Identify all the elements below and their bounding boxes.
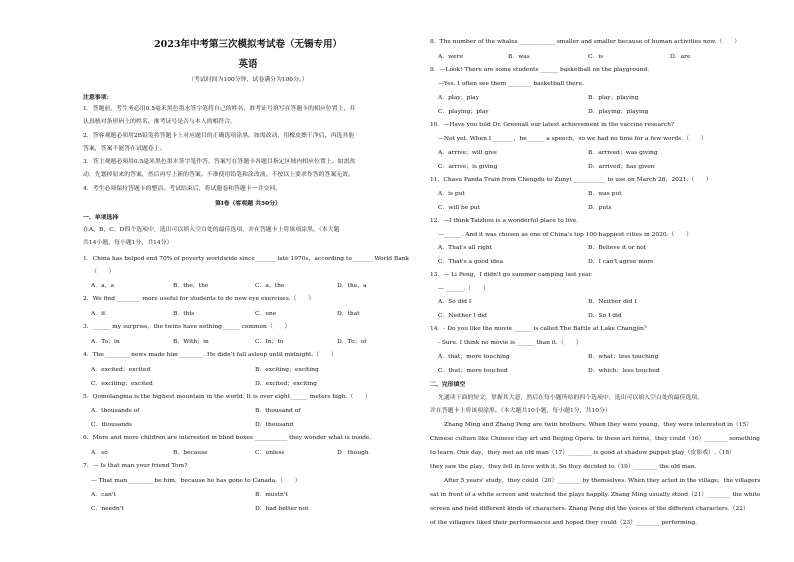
- answer-option: A．excited；excited: [91, 367, 151, 373]
- notice-heading: 注意事项：: [83, 94, 113, 101]
- answer-option: D．puts: [588, 205, 612, 211]
- question-stem: 7．— Is that man your friend Tom?: [83, 463, 188, 469]
- answer-option: D．the，a: [337, 283, 367, 289]
- answer-option: C．one: [255, 311, 277, 317]
- question-stem: 10．—Have you told Dr. Greenall our latest achievement in the vaccine research?: [430, 122, 675, 128]
- question-stem: — That man ________ be him，because he has gone to Canada.（ ）: [91, 478, 301, 484]
- answer-option: C．arrive；is giving: [438, 164, 498, 170]
- question-stem: —Not yet. When I _______，he______ a speech，so we had no time for a few words.（ ）: [438, 136, 707, 142]
- answer-option: D．excited；exciting: [255, 381, 317, 387]
- answer-option: C．a，the: [255, 283, 285, 289]
- answer-option: A．were: [438, 54, 463, 60]
- question-stem: 4．The ________ news made him ________. He didn't fall asleep until midnight.（ ）: [83, 352, 337, 358]
- answer-option: C．playing；play: [438, 109, 489, 115]
- exam-title: 2023年中考第三次模拟考试卷（无锡专用）: [154, 39, 342, 50]
- question-stem: 12．—I think Taizhou is a wonderful place to live.: [430, 218, 579, 224]
- section-heading: 一、单项选择: [83, 214, 119, 221]
- question-stem: 8．The number of the whales ____________ smaller and smaller because of human activities now.（ ）: [430, 39, 741, 45]
- question-stem: 13．— Li Peng，I didn't go summer camping last year.: [430, 272, 593, 278]
- answer-option: C．unless: [255, 450, 285, 456]
- question-stem: （ ）: [91, 269, 115, 275]
- answer-option: B．play；playing: [588, 95, 639, 101]
- answer-option: A．so: [91, 450, 108, 456]
- answer-option: C．that；more touched: [438, 368, 508, 374]
- answer-option: D．had better not: [255, 506, 309, 512]
- answer-option: C．Neither I did: [438, 313, 487, 319]
- answer-option: A．can't: [91, 492, 116, 498]
- answer-option: D．To；of: [337, 339, 367, 345]
- exam-note: （考试时间为100分钟，试卷满分为100分。）: [188, 77, 308, 83]
- answer-option: B．was: [508, 54, 530, 60]
- answer-option: B．exciting；exciting: [255, 367, 319, 373]
- answer-option: A．play；play: [438, 95, 480, 101]
- passage-line: they saw the play，they fell in love with it. So they decided to（19）________ the old man.: [430, 464, 697, 470]
- section-intro: 共14小题，每小题1分，共14分）: [83, 240, 173, 246]
- left-column: [83, 0, 413, 562]
- subject-title: 英语: [238, 59, 258, 70]
- answer-option: B．arrived；was giving: [588, 150, 658, 156]
- passage-line: After 5 years' study，they could（20）________ by themselves. When they acted in the village，the villagers: [444, 478, 761, 484]
- notice-line: 动，先划掉原来的答案，然后再写上新的答案。不准使用铅笔和涂改液。不按以上要求作答的答案无效。: [83, 172, 354, 178]
- question-stem: 14．- Do you like the movie ______ is called The Battle at Lake Changjin？: [430, 326, 650, 332]
- notice-line: 2．答客观题必须用2B铅笔将答题卡上对应题目的正确选项涂黑。如需改动，用橡皮擦干净后，再选其他: [83, 133, 355, 139]
- answer-option: A．thousands of: [91, 408, 140, 414]
- answer-option: A．To；in: [91, 339, 120, 345]
- answer-option: A．a，a: [91, 283, 115, 289]
- answer-option: C．will be put: [438, 205, 481, 211]
- answer-option: B．because: [173, 450, 208, 456]
- question-stem: 5．Qomolangma is the highest mountain in the world. It is over eight______ meters high.（ ）: [83, 394, 371, 400]
- question-stem: 6．More and more children are interested in blind boxes ___________ they wonder what is inside.: [83, 435, 372, 441]
- passage-line: of the villagers liked their performances and hoped they could（23）________ performing.: [430, 520, 698, 526]
- passage-line: to learn. One day，they met an old man（17）________ is good at shadow puppet play（皮影戏）.（18）: [430, 450, 736, 456]
- section-intro: 先通读下面的短文，掌握其大意，然后在每小题所给的四个选项中，选出可以填入空白处的最佳选项，: [438, 395, 704, 401]
- answer-option: D．playing；playing: [588, 109, 649, 115]
- question-stem: 3．______ my surprise，the twins have nothing______ common（ ）: [83, 324, 291, 330]
- passage-line: Zhang Ming and Zhang Peng are twin brothers. When they were young，they were interested in（15）: [444, 422, 753, 428]
- answer-option: B．was put: [588, 191, 622, 197]
- notice-line: 4．考生必须保持答题卡的整洁。考试结束后，将试题卷和答题卡一并交回。: [83, 186, 282, 192]
- part1-heading: 第Ⅰ卷（客观题 共50分）: [214, 200, 282, 207]
- answer-option: D．though: [337, 450, 369, 456]
- notice-line: 认真核对条形码上的姓名、准考证号是否与本人的相符合。: [83, 119, 237, 125]
- answer-option: D．So I did: [588, 313, 622, 319]
- question-stem: —Yes. I often see them ________ basketball there.: [438, 81, 584, 87]
- answer-option: C．thousands: [91, 422, 133, 428]
- notice-line: 3．答主观题必须用0.5毫米黑色墨水签字笔作答，答案写在答题卡各题目指定区域内相应位置上。如需改: [83, 159, 356, 165]
- answer-option: A．That's all right: [438, 245, 493, 251]
- answer-option: C．In；to: [255, 339, 284, 345]
- answer-option: D．I can't agree more: [588, 259, 654, 265]
- passage-line: Chinese culture like Chinese clay art and Beijing Opera. In these art forms，they could（16）________ something: [430, 436, 760, 442]
- answer-option: A．is put: [438, 191, 465, 197]
- question-stem: — ______.（ ）: [438, 286, 489, 292]
- section-heading: 二、完形填空: [430, 381, 466, 388]
- section-intro: 并在答题卡上将该项涂黑。（本大题共10小题，每小题1分，共10分）: [430, 408, 611, 414]
- question-stem: 1．China has helped end 70% of poverty worldwide since_______ late 1970s，according to_______ World Bank: [83, 256, 410, 262]
- answer-option: D．which；less touched: [588, 368, 660, 374]
- answer-option: B．mustn't: [255, 492, 288, 498]
- answer-option: B．With；in: [173, 339, 209, 345]
- notice-line: 1．答题前，考生务必用0.5毫米黑色墨水签字笔将自己的姓名、准考证号填写在答题卡的相应位置上，并: [83, 106, 356, 112]
- answer-option: C．exciting；excited: [91, 381, 153, 387]
- answer-option: B．what；less touching: [588, 354, 659, 360]
- answer-option: A．So did I: [438, 299, 472, 305]
- answer-option: A．arrive；will give: [438, 150, 497, 156]
- answer-option: D．arrived；has given: [588, 164, 655, 170]
- answer-option: B．the，the: [173, 283, 209, 289]
- answer-option: B．this: [173, 311, 195, 317]
- passage-line: sat in front of a white screen and watched the plays happily. Zhang Ming usually stood（21）________ the white: [430, 492, 761, 498]
- answer-option: B．Believe it or not: [588, 245, 647, 251]
- answer-option: C．is: [588, 54, 604, 60]
- answer-option: C．needn't: [91, 506, 124, 512]
- answer-option: B．thousand of: [255, 408, 301, 414]
- answer-option: A．it: [91, 311, 106, 317]
- answer-option: A．that；more touching: [438, 354, 510, 360]
- passage-line: screen and held different kinds of characters. Zhang Peng did the voices of the different characters.（22）: [430, 506, 749, 512]
- question-stem: 2．We find ________ more useful for students to do new eye exercises.（ ）: [83, 296, 315, 302]
- notice-line: 答案，答案不能答在试题卷上。: [83, 146, 166, 152]
- answer-option: D．that: [337, 311, 360, 317]
- section-intro: 在A、B、C、D四个选项中，选出可以填入空白处的最佳选项，并在答题卡上将该项涂黑。（本大题: [83, 227, 340, 233]
- answer-option: C．That's a good idea: [438, 259, 504, 265]
- answer-option: D．are: [670, 54, 691, 60]
- right-column: [430, 0, 760, 562]
- answer-option: D．thousand: [255, 422, 294, 428]
- question-stem: - Sure. I think no movie is ______ than it.（ ）: [438, 340, 582, 346]
- question-stem: 11．Chasu Panda Train from Chengdu to Zunyi ___________ to use on March 28，2021.（ ）: [430, 177, 712, 183]
- question-stem: 9．—Look! There are some students ______ basketball on the playground.: [430, 67, 650, 73]
- question-stem: —______. And it was chosen as one of China's top 100 happiest cities in 2020.（ ）: [438, 232, 693, 238]
- answer-option: B．Neither did I: [588, 299, 637, 305]
